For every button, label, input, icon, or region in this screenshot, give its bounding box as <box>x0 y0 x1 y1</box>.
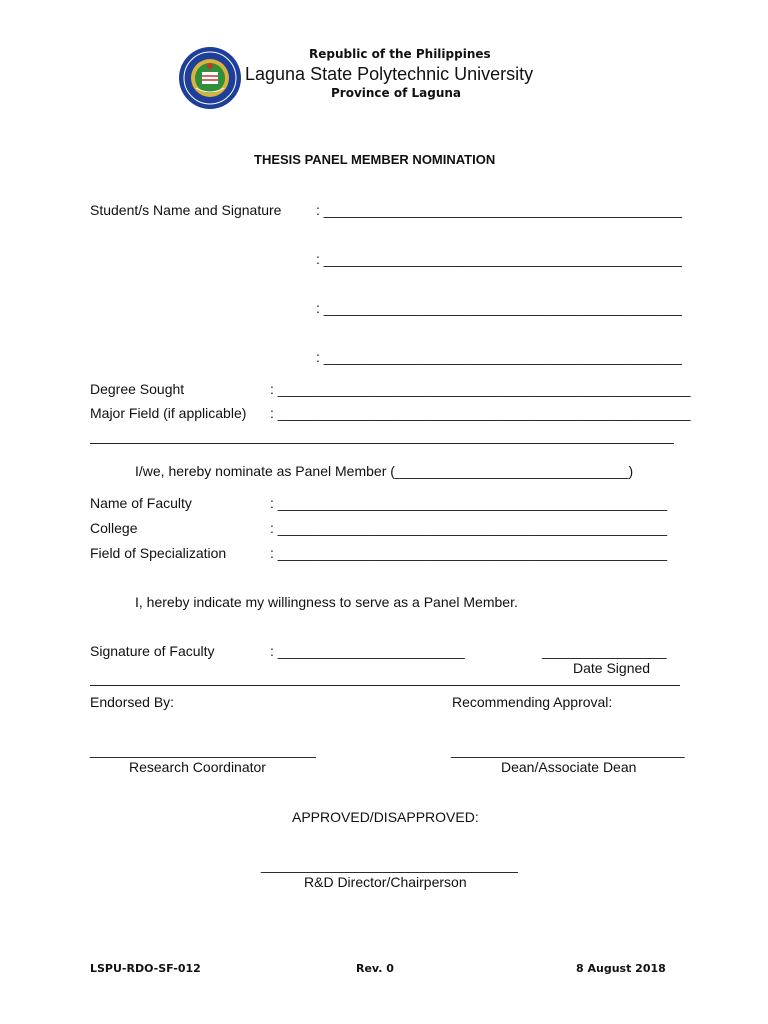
specialization-field[interactable]: : __________________________________________________ <box>270 545 668 561</box>
director-role: R&D Director/Chairperson <box>304 874 467 890</box>
republic-text: Republic of the Philippines <box>309 47 491 61</box>
college-label: College <box>90 520 138 536</box>
section-divider <box>90 443 674 444</box>
section-divider-2 <box>90 685 680 686</box>
faculty-signature-field[interactable]: : ________________________ <box>270 643 465 659</box>
date-signed-field[interactable]: ________________ <box>542 643 667 659</box>
endorsed-by-label: Endorsed By: <box>90 694 175 710</box>
recommending-approval-label: Recommending Approval: <box>452 694 613 710</box>
degree-field[interactable]: : _____________________________________________________ <box>270 381 691 397</box>
nomination-statement: I/we, hereby nominate as Panel Member (______________________________) <box>135 463 634 479</box>
student-line-4[interactable]: : ______________________________________________ <box>316 349 682 365</box>
faculty-name-label: Name of Faculty <box>90 495 192 511</box>
university-seal-logo <box>178 46 242 110</box>
revision-number: Rev. 0 <box>356 962 394 975</box>
coordinator-signature-line[interactable]: _____________________________ <box>90 742 316 758</box>
faculty-name-field[interactable]: : __________________________________________________ <box>270 495 668 511</box>
student-line-3[interactable]: : ______________________________________________ <box>316 300 682 316</box>
faculty-signature-label: Signature of Faculty <box>90 643 215 659</box>
form-title: THESIS PANEL MEMBER NOMINATION <box>254 152 496 167</box>
degree-label: Degree Sought <box>90 381 185 397</box>
major-label: Major Field (if applicable) <box>90 405 247 421</box>
province-text: Province of Laguna <box>331 86 462 100</box>
willingness-statement: I, hereby indicate my willingness to serve as a Panel Member. <box>135 594 518 610</box>
dean-signature-line[interactable]: ______________________________ <box>451 742 685 758</box>
college-field[interactable]: : __________________________________________________ <box>270 520 668 536</box>
student-line-2[interactable]: : ______________________________________________ <box>316 251 682 267</box>
form-code: LSPU-RDO-SF-012 <box>90 962 201 975</box>
major-field[interactable]: : _____________________________________________________ <box>270 405 691 421</box>
student-line-1[interactable]: : ______________________________________________ <box>316 202 682 218</box>
specialization-label: Field of Specialization <box>90 545 227 561</box>
students-label: Student/s Name and Signature <box>90 202 282 218</box>
revision-date: 8 August 2018 <box>576 962 666 975</box>
director-signature-line[interactable]: _________________________________ <box>261 857 518 873</box>
coordinator-role: Research Coordinator <box>129 759 266 775</box>
dean-role: Dean/Associate Dean <box>501 759 637 775</box>
approval-status-label: APPROVED/DISAPPROVED: <box>292 809 479 825</box>
date-signed-label: Date Signed <box>573 660 651 676</box>
university-name: Laguna State Polytechnic University <box>245 64 534 84</box>
